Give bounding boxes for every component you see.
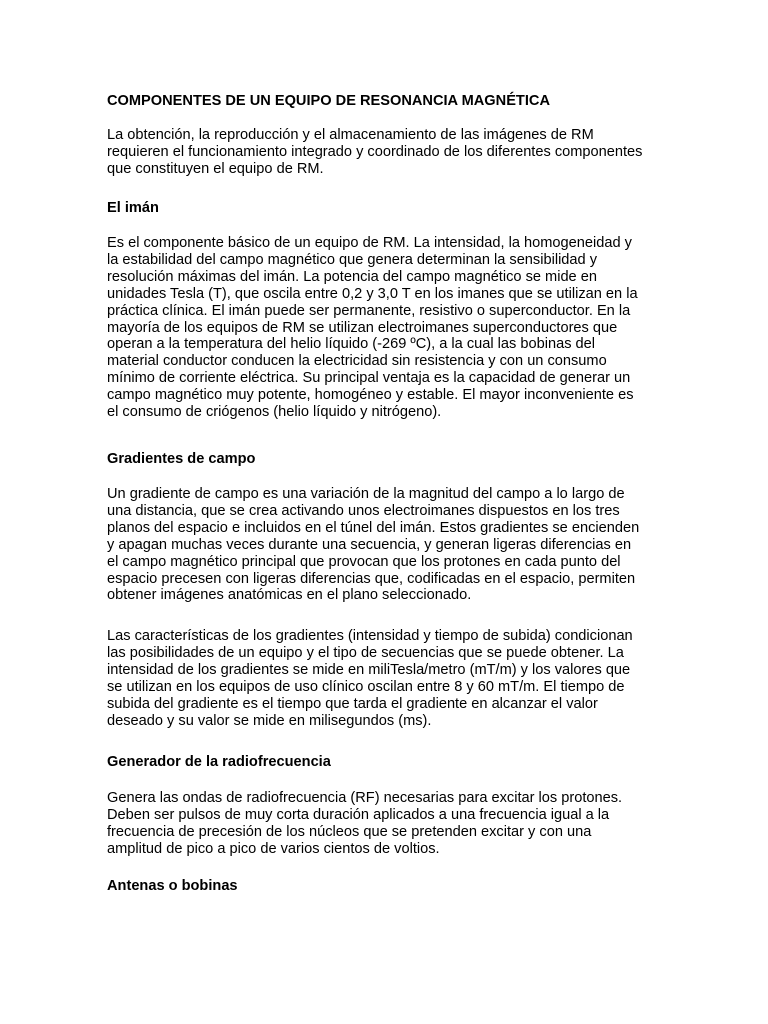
text-line: deseado y su valor se mide en milisegundos (ms). bbox=[107, 712, 432, 729]
text-line: campo magnético muy potente, homogéneo y estable. El mayor inconveniente es bbox=[107, 387, 634, 404]
intro-paragraph bbox=[107, 127, 642, 178]
text-line: espacio precesen con ligeras diferencias que, codificadas en el espacio, permiten bbox=[107, 570, 636, 587]
document-title: COMPONENTES DE UN EQUIPO DE RESONANCIA MAGNÉTICA bbox=[107, 93, 550, 109]
text-line: requieren el funcionamiento integrado y coordinado de los diferentes componentes bbox=[107, 143, 643, 160]
iman-paragraph bbox=[107, 235, 638, 421]
text-line: la estabilidad del campo magnético que genera determinan la sensibilidad y bbox=[107, 251, 598, 268]
text-line: el consumo de criógenos (helio líquido y nitrógeno). bbox=[107, 404, 442, 421]
text-line: mayoría de los equipos de RM se utilizan electroimanes superconductores que bbox=[107, 319, 618, 336]
gradientes-paragraph-2 bbox=[107, 628, 633, 729]
text-line: obtener imágenes anatómicas en el plano seleccionado. bbox=[107, 587, 472, 604]
text-line: Es el componente básico de un equipo de RM. La intensidad, la homogeneidad y bbox=[107, 235, 632, 251]
text-line: que constituyen el equipo de RM. bbox=[107, 160, 324, 177]
text-line: Las características de los gradientes (intensidad y tiempo de subida) condicionan bbox=[107, 628, 633, 644]
section-heading-iman: El imán bbox=[107, 200, 159, 216]
text-line: material conductor conducen la electricidad sin resistencia y con un consumo bbox=[107, 353, 607, 370]
text-line: una distancia, que se crea activando unos electroimanes dispuestos en los tres bbox=[107, 502, 620, 519]
text-line: Un gradiente de campo es una variación de la magnitud del campo a lo largo de bbox=[107, 486, 625, 502]
gradientes-paragraph-1 bbox=[107, 486, 639, 604]
section-heading-antenas: Antenas o bobinas bbox=[107, 878, 238, 894]
text-line: unidades Tesla (T), que oscila entre 0,2 y 3,0 T en los imanes que se utilizan en la bbox=[107, 285, 638, 302]
text-line: resolución máximas del imán. La potencia del campo magnético se mide en bbox=[107, 268, 597, 285]
text-line: La obtención, la reproducción y el almacenamiento de las imágenes de RM bbox=[107, 127, 594, 143]
text-line: intensidad de los gradientes se mide en miliTesla/metro (mT/m) y los valores que bbox=[107, 661, 631, 678]
section-heading-radiofrecuencia: Generador de la radiofrecuencia bbox=[107, 754, 331, 770]
text-line: operan a la temperatura del helio líquido (-269 ºC), a la cual las bobinas del bbox=[107, 336, 596, 353]
text-line: Genera las ondas de radiofrecuencia (RF) necesarias para excitar los protones. bbox=[107, 790, 623, 806]
text-line: frecuencia de precesión de los núcleos que se pretenden excitar y con una bbox=[107, 823, 592, 840]
text-line: Deben ser pulsos de muy corta duración aplicados a una frecuencia igual a la bbox=[107, 806, 610, 823]
text-line: se utilizan en los equipos de uso clínico oscilan entre 8 y 60 mT/m. El tiempo de bbox=[107, 678, 625, 695]
text-line: práctica clínica. El imán puede ser permanente, resistivo o superconductor. En la bbox=[107, 302, 631, 319]
text-line: las posibilidades de un equipo y el tipo de secuencias que se puede obtener. La bbox=[107, 644, 624, 661]
text-line: planos del espacio e incluidos en el túnel del imán. Estos gradientes se encienden bbox=[107, 519, 640, 536]
text-line: y apagan muchas veces durante una secuencia, y generan ligeras diferencias en bbox=[107, 536, 632, 553]
text-line: subida del gradiente es el tiempo que tarda el gradiente en alcanzar el valor bbox=[107, 695, 598, 712]
text-line: amplitud de pico a pico de varios cientos de voltios. bbox=[107, 840, 440, 857]
text-line: el campo magnético principal que provocan que los protones en cada punto del bbox=[107, 553, 621, 570]
section-heading-gradientes: Gradientes de campo bbox=[107, 451, 256, 467]
text-line: mínimo de corriente eléctrica. Su principal ventaja es la capacidad de generar un bbox=[107, 370, 631, 387]
radiofrecuencia-paragraph bbox=[107, 790, 622, 858]
